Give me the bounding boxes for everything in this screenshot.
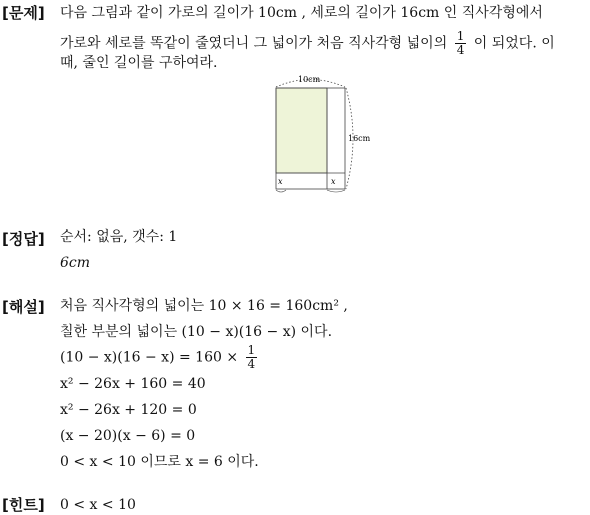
answer-meta: 순서: 없음, 갯수: 1 — [60, 229, 178, 245]
solution-line-1: 처음 직사각형의 넓이는 10 × 16 = 160cm² , — [60, 298, 348, 314]
solution-line-3-text: (10 − x)(16 − x) = 160 × — [60, 349, 239, 366]
side-length-label: 16cm — [348, 134, 371, 143]
problem-line-3: 때, 줄인 길이를 구하여라. — [60, 55, 218, 71]
bottom-right-brace — [327, 190, 345, 192]
answer-value: 6cm — [60, 255, 91, 271]
fraction-numerator: 1 — [456, 29, 465, 43]
rectangle-figure — [268, 70, 388, 195]
fraction-denominator: 4 — [456, 43, 465, 57]
solution-tag: [해설] — [2, 298, 45, 316]
hint-value: 0 < x < 10 — [60, 497, 136, 513]
hint-tag: [힌트] — [2, 496, 45, 514]
solution-line-7: 0 < x < 10 이므로 x = 6 이다. — [60, 454, 259, 470]
solution-line-6: (x − 20)(x − 6) = 0 — [60, 428, 196, 444]
bottom-right-x-label: x — [331, 177, 336, 186]
solution-line-3 — [60, 344, 260, 371]
solution-line-2: 칠한 부분의 넓이는 (10 − x)(16 − x) 이다. — [60, 324, 333, 340]
problem-line-2-text: 가로와 세로를 똑같이 줄였더니 그 넓이가 처음 직사각형 넓이의 — [60, 35, 448, 52]
problem-line-2 — [60, 30, 555, 57]
problem-line-2-end: 이 되었다. 이 — [473, 35, 555, 52]
answer-tag: [정답] — [2, 230, 45, 248]
solution-line-4: x² − 26x + 160 = 40 — [60, 376, 206, 392]
shaded-region — [276, 88, 327, 173]
solution-fraction — [246, 344, 258, 371]
bottom-left-brace — [276, 190, 286, 192]
bottom-left-x-label: x — [278, 177, 283, 186]
problem-tag: [문제] — [2, 4, 45, 22]
top-length-label: 10cm — [298, 75, 321, 84]
solution-fraction-denominator: 4 — [247, 357, 256, 371]
problem-line-1: 다음 그림과 같이 가로의 길이가 10cm , 세로의 길이가 16cm 인 직사각형에서 — [60, 5, 543, 21]
solution-line-5: x² − 26x + 120 = 0 — [60, 402, 197, 418]
one-quarter-fraction — [455, 30, 467, 57]
solution-fraction-numerator: 1 — [247, 343, 256, 357]
